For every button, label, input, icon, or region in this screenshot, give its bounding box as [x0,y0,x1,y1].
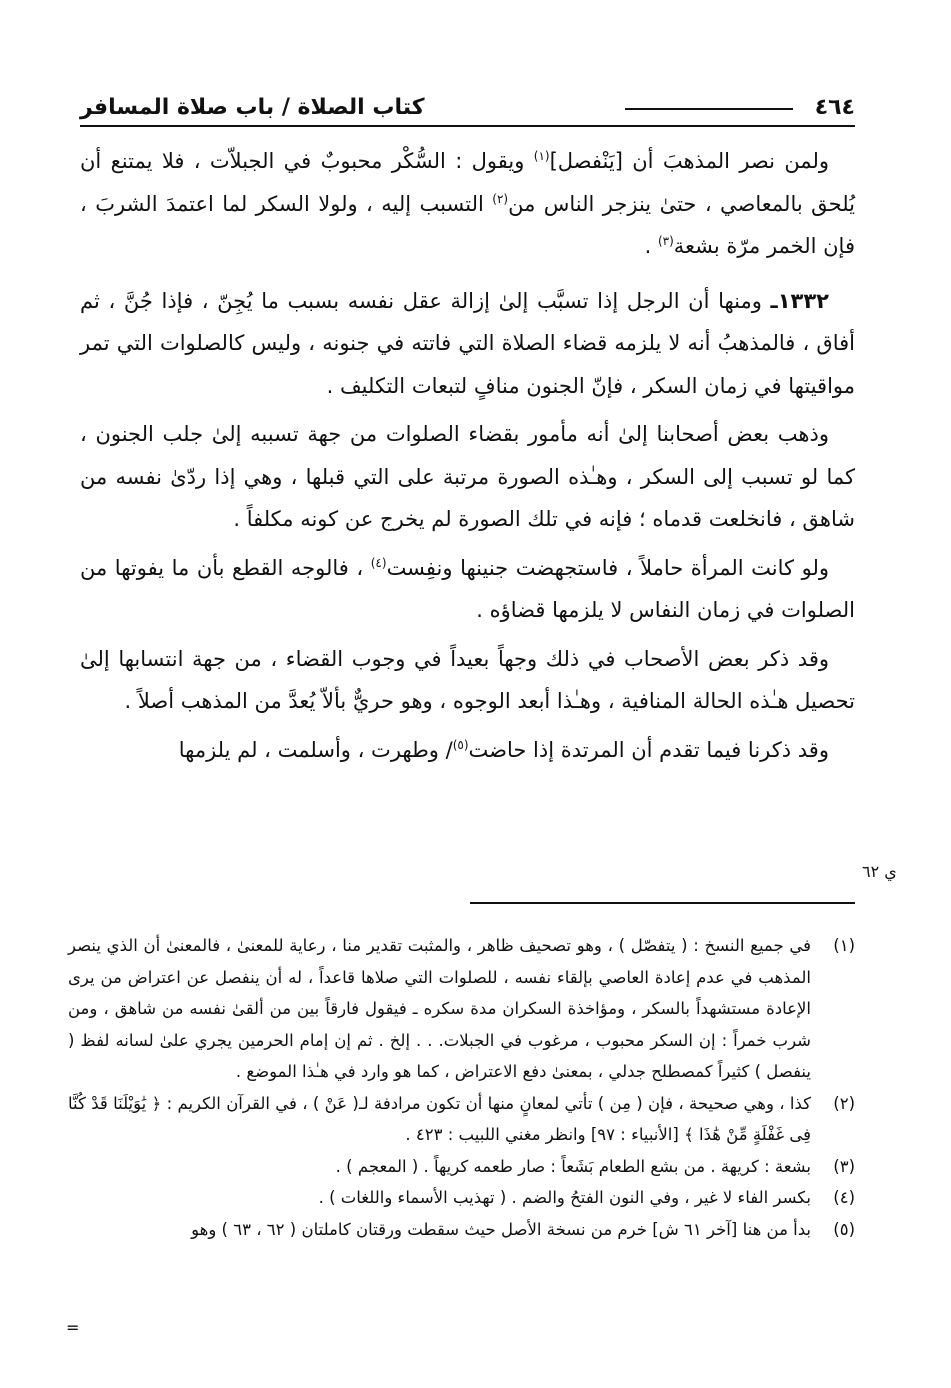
paragraph-text: ولو كانت المرأة حاملاً ، فاستجهضت جنينها ونفِست$^{(٤)}$ ، فالوجه القطع بأن ما يفوتها من الصلوات في زمان النفاس لا يلزمها قضاؤه . [80,555,855,622]
footnote-number: (٣) [833,1156,855,1176]
paragraph [80,729,855,772]
paragraph [80,638,855,723]
header-underline [80,125,855,127]
paragraph-text: ولمن نصر المذهبَ أن [يَنْفصل]$^{(١)}$ ويقول : السُّكْر محبوبٌ في الجبلاّت ، فلا يمتنع أن يُلحق بالمعاصي ، حتىٰ ينزجر الناس من$^{(٢)}$ التسبب إليه ، ولولا السكر لما اعتمدَ الشربَ ، فإن الخمر مرّة بشعة$^{(٣)}$ . [80,149,855,258]
footnotes [68,930,855,1245]
footnote-text: كذا ، وهي صحيحة ، فإن ( مِن ) تأتي لمعانٍ منها أن تكون مرادفة لـ( عَنْ ) ، في القرآن الكريم : ﴿ يَٰوَيْلَنَا قَدْ كُنَّا فِى غَفْلَةٍ مِّنْ هَٰذَا ﴾ [الأنبياء : ٩٧] وانظر مغني اللبيب : ٤٢٣ . [68,1093,811,1144]
header-dash [625,108,793,110]
footnote-number: (٥) [833,1219,855,1239]
footnote [68,1214,855,1246]
paragraph [80,280,855,408]
footnote-text: بكسر الفاء لا غير ، وفي النون الفتحُ والضم . ( تهذيب الأسماء واللغات ) . [318,1188,811,1207]
paragraph-text: وذهب بعض أصحابنا إلىٰ أنه مأمور بقضاء الصلوات من جهة تسببه إلىٰ جلب الجنون ، كما لو تسبب إلى السكر ، وهـٰذه الصورة مرتبة على التي قبلها ، وهي إذا ردّىٰ نفسه من شاهق ، فانخلعت قدماه ؛ فإنه في تلك الصورة لم يخرج عن كونه مكلفاً . [80,422,855,531]
paragraph-text: وقد ذكر بعض الأصحاب في ذلك وجهاً بعيداً في وجوب القضاء ، من جهة انتسابها إلىٰ تحصيل هـٰذه الحالة المنافية ، وهـٰذا أبعد الوجوه ، وهو حريٌّ بألاّ يُعدَّ من المذهب أصلاً . [80,646,855,713]
footnote [68,1182,855,1214]
footnote [68,1088,855,1151]
footnote [68,930,855,1088]
paragraph [80,140,855,268]
footnote-number: (٢) [833,1093,855,1113]
footnote-separator [470,902,855,904]
continuation-mark: = [66,1318,80,1337]
main-text [80,140,855,771]
footnote-number: (٤) [833,1188,855,1207]
paragraph-number: ١٣٣٢ـ [770,288,829,313]
paragraph [80,413,855,541]
footnote-text: بشعة : كريهة . من بشع الطعام بَشَعاً : صار طعمه كريهاً . ( المعجم ) . [335,1156,811,1176]
paragraph [80,547,855,632]
manuscript-folio-marker: ي ٦٢ [862,862,897,881]
paragraph-text: ومنها أن الرجل إذا تسبَّب إلىٰ إزالة عقل نفسه بسبب ما يُجِنّ ، فإذا جُنَّ ، ثم أفاق ، فالمذهبُ أنه لا يلزمه قضاء الصلاة التي فاتته في جنونه ، وليس كالصلوات التي تمر مواقيتها في زمان السكر ، فإنّ الجنون منافٍ لتبعات التكليف . [80,288,855,398]
running-header [80,92,855,128]
footnote [68,1151,855,1183]
paragraph-text: وقد ذكرنا فيما تقدم أن المرتدة إذا حاضت$^{(٥)}$/ وطهرت ، وأسلمت ، لم يلزمها [178,737,829,762]
page-number: ٤٦٤ [814,95,855,120]
header-title: كتاب الصلاة / باب صلاة المسافر [80,95,425,120]
footnote-text: بدأ من هنا [آخر ٦١ ش] خرم من نسخة الأصل حيث سقطت ورقتان كاملتان ( ٦٢ ، ٦٣ ) وهو [191,1219,811,1239]
footnote-text: في جميع النسخ : ( يتفصّل ) ، وهو تصحيف ظاهر ، والمثبت تقدير منا ، رعاية للمعنىٰ ، فالمعنىٰ أن الذي ينصر المذهب في عدم إعادة العاصي بإلقاء نفسه ، للصلوات التي صلاها قاعداً ، له أن ينفصل عن اعتراض من يرى الإعادة مستشهداً بالسكر ، ومؤاخذة السكران مدة سكره ـ فيقول فارقاً بين من ألقىٰ نفسه من شاهق ، ومن شرب خمراً : إن السكر محبوب ، مرغوب في الجبلات. . . إلخ . ثم إن إمام الحرمين يجري علىٰ لسانه لفظ ( ينفصل ) كثيراً كمصطلح جدلي ، بمعنىٰ دفع الاعتراض ، كما هو وارد في هـٰذا الموضع . [68,936,811,1081]
footnote-number: (١) [833,936,855,955]
